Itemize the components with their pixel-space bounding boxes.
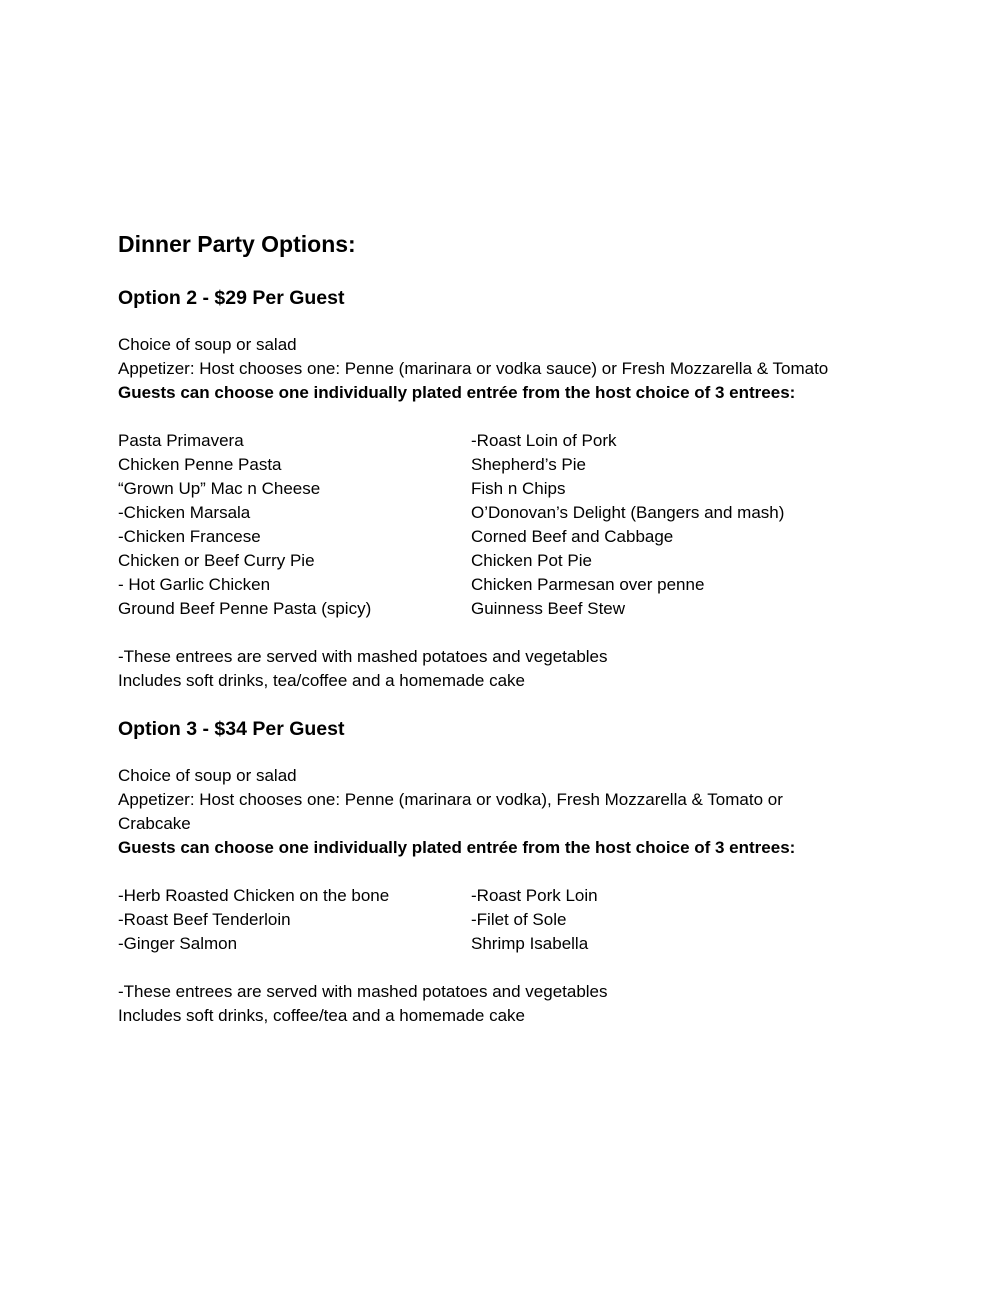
menu-document	[118, 228, 918, 1028]
list-item: “Grown Up” Mac n Cheese	[118, 479, 321, 498]
option-3-appetizer-line-1: Appetizer: Host chooses one: Penne (marinara or vodka), Fresh Mozzarella & Tomato or	[118, 790, 783, 809]
option-3-guests-choice: Guests can choose one individually plated entrée from the host choice of 3 entrees:	[118, 838, 796, 857]
option-2-served-with: -These entrees are served with mashed potatoes and vegetables	[118, 647, 608, 666]
list-item: - Hot Garlic Chicken	[118, 575, 271, 594]
list-item: -Ginger Salmon	[118, 934, 238, 953]
option-3-section	[118, 715, 918, 1028]
list-item: Shepherd’s Pie	[471, 455, 586, 474]
option-3-served-with: -These entrees are served with mashed potatoes and vegetables	[118, 982, 608, 1001]
list-item: Chicken Penne Pasta	[118, 455, 282, 474]
list-item: -Herb Roasted Chicken on the bone	[118, 886, 390, 905]
list-item: -Chicken Francese	[118, 527, 261, 546]
option-2-includes: Includes soft drinks, tea/coffee and a homemade cake	[118, 671, 525, 690]
list-item: -Roast Loin of Pork	[471, 431, 617, 450]
option-3-entree-list-left	[118, 884, 471, 956]
option-3-soup-salad: Choice of soup or salad	[118, 766, 297, 785]
option-2-heading: Option 2 - $29 Per Guest	[118, 287, 345, 309]
list-item: -Filet of Sole	[471, 910, 567, 929]
list-item: Guinness Beef Stew	[471, 599, 626, 618]
option-3-entree-list-right	[471, 884, 901, 956]
option-2-soup-salad: Choice of soup or salad	[118, 335, 297, 354]
option-2-appetizer: Appetizer: Host chooses one: Penne (marinara or vodka sauce) or Fresh Mozzarella & Tomato	[118, 359, 829, 378]
list-item: Corned Beef and Cabbage	[471, 527, 674, 546]
list-item: Chicken or Beef Curry Pie	[118, 551, 315, 570]
option-2-entree-columns	[118, 429, 918, 621]
list-item: O’Donovan’s Delight (Bangers and mash)	[471, 503, 785, 522]
option-3-includes: Includes soft drinks, coffee/tea and a homemade cake	[118, 1006, 525, 1025]
option-2-entree-list-left	[118, 429, 471, 621]
option-3-heading: Option 3 - $34 Per Guest	[118, 718, 345, 740]
list-item: -Roast Pork Loin	[471, 886, 598, 905]
option-3-appetizer-line-2: Crabcake	[118, 814, 191, 833]
option-3-entree-columns	[118, 884, 918, 956]
list-item: Shrimp Isabella	[471, 934, 589, 953]
option-2-section	[118, 284, 918, 693]
list-item: Ground Beef Penne Pasta (spicy)	[118, 599, 372, 618]
list-item: -Chicken Marsala	[118, 503, 251, 522]
list-item: Pasta Primavera	[118, 431, 244, 450]
option-2-entree-list-right	[471, 429, 901, 621]
list-item: Chicken Pot Pie	[471, 551, 592, 570]
page-title: Dinner Party Options:	[118, 231, 356, 257]
list-item: -Roast Beef Tenderloin	[118, 910, 291, 929]
option-2-guests-choice: Guests can choose one individually plated entrée from the host choice of 3 entrees:	[118, 383, 796, 402]
list-item: Chicken Parmesan over penne	[471, 575, 705, 594]
list-item: Fish n Chips	[471, 479, 566, 498]
